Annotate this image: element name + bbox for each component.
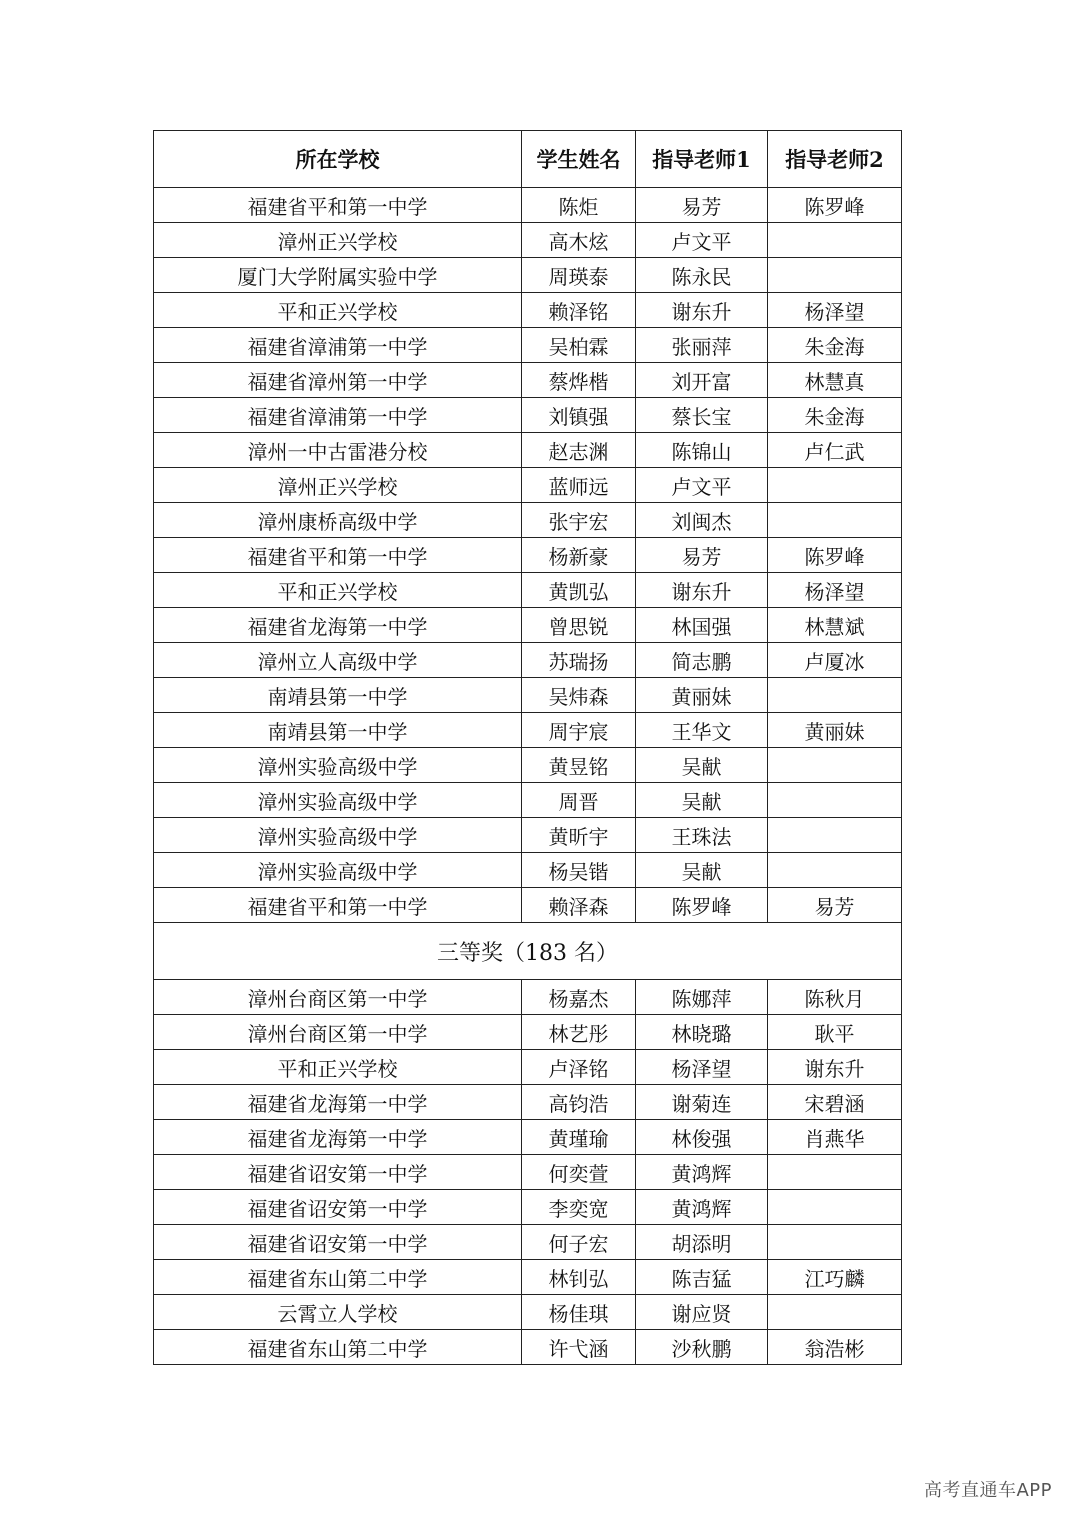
table-row xyxy=(154,398,902,433)
school-cell: 漳州一中古雷港分校 xyxy=(154,433,522,468)
teacher-1-cell: 陈娜萍 xyxy=(636,980,768,1015)
school-cell: 福建省龙海第一中学 xyxy=(154,1120,522,1155)
award-table xyxy=(153,130,902,1365)
teacher-1-cell: 胡添明 xyxy=(636,1225,768,1260)
teacher-1-cell: 黄鸿辉 xyxy=(636,1155,768,1190)
teacher-2-cell: 卢厦冰 xyxy=(768,643,902,678)
table-row xyxy=(154,1050,902,1085)
student-cell: 何奕萱 xyxy=(522,1155,636,1190)
teacher-1-cell: 易芳 xyxy=(636,188,768,223)
table-row xyxy=(154,188,902,223)
teacher-2-cell: 卢仁武 xyxy=(768,433,902,468)
table-row xyxy=(154,678,902,713)
school-cell: 福建省东山第二中学 xyxy=(154,1330,522,1365)
teacher-2-cell: 林慧真 xyxy=(768,363,902,398)
teacher-1-cell: 谢东升 xyxy=(636,573,768,608)
table-row xyxy=(154,783,902,818)
school-cell: 平和正兴学校 xyxy=(154,573,522,608)
teacher-1-cell: 陈永民 xyxy=(636,258,768,293)
teacher-2-cell xyxy=(768,748,902,783)
table-row xyxy=(154,538,902,573)
teacher-1-cell: 陈罗峰 xyxy=(636,888,768,923)
teacher-1-cell: 林晓璐 xyxy=(636,1015,768,1050)
table-row xyxy=(154,1260,902,1295)
student-cell: 吴炜森 xyxy=(522,678,636,713)
table-row xyxy=(154,1120,902,1155)
teacher-1-cell: 吴献 xyxy=(636,783,768,818)
table-row xyxy=(154,853,902,888)
school-cell: 漳州康桥高级中学 xyxy=(154,503,522,538)
teacher-1-cell: 黄鸿辉 xyxy=(636,1190,768,1225)
teacher-2-cell: 陈罗峰 xyxy=(768,188,902,223)
table-row xyxy=(154,293,902,328)
teacher-2-cell xyxy=(768,468,902,503)
teacher-2-cell: 陈秋月 xyxy=(768,980,902,1015)
table-row xyxy=(154,433,902,468)
table-row xyxy=(154,818,902,853)
school-cell: 漳州实验高级中学 xyxy=(154,818,522,853)
teacher-2-cell: 谢东升 xyxy=(768,1050,902,1085)
school-cell: 福建省诏安第一中学 xyxy=(154,1155,522,1190)
student-cell: 周宇宸 xyxy=(522,713,636,748)
teacher-2-cell xyxy=(768,1295,902,1330)
teacher-1-cell: 林俊强 xyxy=(636,1120,768,1155)
student-cell: 杨佳琪 xyxy=(522,1295,636,1330)
school-cell: 漳州实验高级中学 xyxy=(154,783,522,818)
table-header-row xyxy=(154,131,902,188)
school-cell: 漳州实验高级中学 xyxy=(154,853,522,888)
table-row xyxy=(154,1225,902,1260)
school-cell: 漳州正兴学校 xyxy=(154,223,522,258)
school-cell: 福建省诏安第一中学 xyxy=(154,1190,522,1225)
teacher-2-cell xyxy=(768,503,902,538)
teacher-1-cell: 张丽萍 xyxy=(636,328,768,363)
teacher-2-cell: 肖燕华 xyxy=(768,1120,902,1155)
teacher-1-cell: 易芳 xyxy=(636,538,768,573)
student-cell: 黄瑾瑜 xyxy=(522,1120,636,1155)
student-cell: 刘镇强 xyxy=(522,398,636,433)
header-teacher-2: 指导老师2 xyxy=(768,131,902,188)
school-cell: 福建省平和第一中学 xyxy=(154,538,522,573)
student-cell: 赖泽铭 xyxy=(522,293,636,328)
student-cell: 黄昕宇 xyxy=(522,818,636,853)
student-cell: 蓝师远 xyxy=(522,468,636,503)
header-student: 学生姓名 xyxy=(522,131,636,188)
student-cell: 卢泽铭 xyxy=(522,1050,636,1085)
table-row xyxy=(154,468,902,503)
table-row xyxy=(154,748,902,783)
teacher-2-cell xyxy=(768,1190,902,1225)
table-row xyxy=(154,643,902,678)
teacher-1-cell: 王华文 xyxy=(636,713,768,748)
table-row xyxy=(154,980,902,1015)
teacher-2-cell xyxy=(768,223,902,258)
school-cell: 厦门大学附属实验中学 xyxy=(154,258,522,293)
table-row xyxy=(154,1155,902,1190)
section-row xyxy=(154,923,902,980)
teacher-2-cell: 耿平 xyxy=(768,1015,902,1050)
header-teacher-1: 指导老师1 xyxy=(636,131,768,188)
teacher-2-cell: 陈罗峰 xyxy=(768,538,902,573)
school-cell: 福建省漳州第一中学 xyxy=(154,363,522,398)
student-cell: 许弋涵 xyxy=(522,1330,636,1365)
school-cell: 漳州台商区第一中学 xyxy=(154,1015,522,1050)
table-row xyxy=(154,363,902,398)
section-title: 三等奖（183 名） xyxy=(154,923,902,980)
student-cell: 杨吴锴 xyxy=(522,853,636,888)
school-cell: 云霄立人学校 xyxy=(154,1295,522,1330)
teacher-1-cell: 刘闽杰 xyxy=(636,503,768,538)
student-cell: 李奕宽 xyxy=(522,1190,636,1225)
student-cell: 黄昱铭 xyxy=(522,748,636,783)
student-cell: 周瑛泰 xyxy=(522,258,636,293)
teacher-1-cell: 黄丽妹 xyxy=(636,678,768,713)
teacher-1-cell: 吴献 xyxy=(636,748,768,783)
teacher-2-cell xyxy=(768,818,902,853)
school-cell: 福建省平和第一中学 xyxy=(154,188,522,223)
table-row xyxy=(154,608,902,643)
school-cell: 平和正兴学校 xyxy=(154,293,522,328)
school-cell: 福建省龙海第一中学 xyxy=(154,608,522,643)
student-cell: 陈炬 xyxy=(522,188,636,223)
student-cell: 高钧浩 xyxy=(522,1085,636,1120)
teacher-2-cell xyxy=(768,1155,902,1190)
table-row xyxy=(154,573,902,608)
school-cell: 漳州台商区第一中学 xyxy=(154,980,522,1015)
student-cell: 赵志渊 xyxy=(522,433,636,468)
teacher-1-cell: 谢东升 xyxy=(636,293,768,328)
student-cell: 林艺彤 xyxy=(522,1015,636,1050)
student-cell: 杨新豪 xyxy=(522,538,636,573)
student-cell: 黄凯弘 xyxy=(522,573,636,608)
teacher-2-cell: 杨泽望 xyxy=(768,573,902,608)
table-row xyxy=(154,1295,902,1330)
watermark: 高考直通车APP xyxy=(923,1480,1052,1501)
student-cell: 周晋 xyxy=(522,783,636,818)
teacher-2-cell: 江巧麟 xyxy=(768,1260,902,1295)
teacher-1-cell: 简志鹏 xyxy=(636,643,768,678)
school-cell: 漳州实验高级中学 xyxy=(154,748,522,783)
teacher-2-cell: 朱金海 xyxy=(768,328,902,363)
table-row xyxy=(154,1330,902,1365)
teacher-1-cell: 沙秋鹏 xyxy=(636,1330,768,1365)
teacher-1-cell: 陈吉猛 xyxy=(636,1260,768,1295)
school-cell: 南靖县第一中学 xyxy=(154,713,522,748)
school-cell: 南靖县第一中学 xyxy=(154,678,522,713)
student-cell: 曾思锐 xyxy=(522,608,636,643)
header-school: 所在学校 xyxy=(154,131,522,188)
student-cell: 何子宏 xyxy=(522,1225,636,1260)
teacher-2-cell: 翁浩彬 xyxy=(768,1330,902,1365)
teacher-2-cell: 林慧斌 xyxy=(768,608,902,643)
teacher-1-cell: 杨泽望 xyxy=(636,1050,768,1085)
table-row xyxy=(154,223,902,258)
teacher-2-cell xyxy=(768,678,902,713)
school-cell: 福建省漳浦第一中学 xyxy=(154,398,522,433)
teacher-2-cell xyxy=(768,783,902,818)
teacher-1-cell: 吴献 xyxy=(636,853,768,888)
teacher-1-cell: 陈锦山 xyxy=(636,433,768,468)
student-cell: 高木炫 xyxy=(522,223,636,258)
teacher-2-cell xyxy=(768,853,902,888)
teacher-1-cell: 卢文平 xyxy=(636,468,768,503)
table-row xyxy=(154,888,902,923)
school-cell: 福建省东山第二中学 xyxy=(154,1260,522,1295)
teacher-2-cell: 杨泽望 xyxy=(768,293,902,328)
school-cell: 福建省平和第一中学 xyxy=(154,888,522,923)
table-row xyxy=(154,1085,902,1120)
teacher-2-cell: 易芳 xyxy=(768,888,902,923)
table-row xyxy=(154,503,902,538)
school-cell: 漳州立人高级中学 xyxy=(154,643,522,678)
student-cell: 吴柏霖 xyxy=(522,328,636,363)
school-cell: 漳州正兴学校 xyxy=(154,468,522,503)
teacher-2-cell: 黄丽妹 xyxy=(768,713,902,748)
school-cell: 福建省龙海第一中学 xyxy=(154,1085,522,1120)
teacher-1-cell: 王珠法 xyxy=(636,818,768,853)
table-row xyxy=(154,713,902,748)
teacher-2-cell: 朱金海 xyxy=(768,398,902,433)
teacher-2-cell xyxy=(768,258,902,293)
student-cell: 蔡烨楷 xyxy=(522,363,636,398)
student-cell: 苏瑞扬 xyxy=(522,643,636,678)
table-row xyxy=(154,328,902,363)
teacher-1-cell: 刘开富 xyxy=(636,363,768,398)
school-cell: 福建省漳浦第一中学 xyxy=(154,328,522,363)
table-row xyxy=(154,1015,902,1050)
table-row xyxy=(154,1190,902,1225)
school-cell: 福建省诏安第一中学 xyxy=(154,1225,522,1260)
teacher-2-cell xyxy=(768,1225,902,1260)
student-cell: 林钊弘 xyxy=(522,1260,636,1295)
table-row xyxy=(154,258,902,293)
student-cell: 张宇宏 xyxy=(522,503,636,538)
teacher-1-cell: 谢应贤 xyxy=(636,1295,768,1330)
teacher-1-cell: 蔡长宝 xyxy=(636,398,768,433)
school-cell: 平和正兴学校 xyxy=(154,1050,522,1085)
teacher-1-cell: 林国强 xyxy=(636,608,768,643)
teacher-2-cell: 宋碧涵 xyxy=(768,1085,902,1120)
teacher-1-cell: 谢菊连 xyxy=(636,1085,768,1120)
student-cell: 赖泽森 xyxy=(522,888,636,923)
teacher-1-cell: 卢文平 xyxy=(636,223,768,258)
student-cell: 杨嘉杰 xyxy=(522,980,636,1015)
